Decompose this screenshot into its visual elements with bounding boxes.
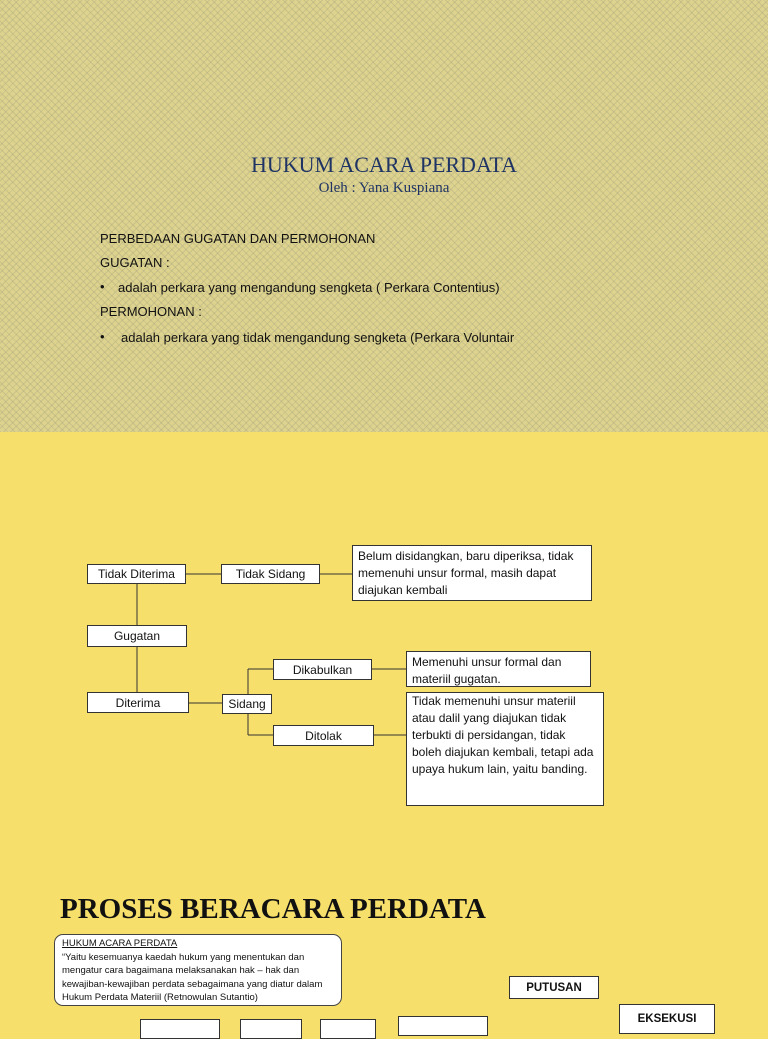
- difference-heading: PERBEDAAN GUGATAN DAN PERMOHONAN: [100, 231, 376, 246]
- node-diterima: Diterima: [87, 692, 189, 713]
- node-sidang: Sidang: [222, 694, 272, 714]
- node-gugatan: Gugatan: [87, 625, 187, 647]
- node-dikabulkan: Dikabulkan: [273, 659, 372, 680]
- node-eksekusi: EKSEKUSI: [619, 1004, 715, 1034]
- node-putusan: PUTUSAN: [509, 976, 599, 999]
- bullet-icon: •: [100, 329, 105, 344]
- gugatan-label: GUGATAN :: [100, 255, 170, 270]
- definition-heading: HUKUM ACARA PERDATA: [62, 938, 178, 949]
- permohonan-definition: adalah perkara yang tidak mengandung sengketa (Perkara Voluntair: [121, 330, 515, 345]
- slide-author: Oleh : Yana Kuspiana: [318, 180, 450, 196]
- note-tidak-sidang: Belum disidangkan, baru diperiksa, tidak memenuhi unsur formal, masih dapat diajukan kembali: [352, 545, 592, 601]
- definition-box: [54, 934, 342, 1006]
- note-dikabulkan: Memenuhi unsur formal dan materiil gugatan.: [406, 651, 591, 687]
- proses-title: PROSES BERACARA PERDATA: [60, 893, 486, 925]
- note-ditolak: Tidak memenuhi unsur materiil atau dalil yang diajukan tidak terbukti di persidangan, tidak boleh diajukan kembali, tetapi ada upaya hukum lain, yaitu banding.: [406, 692, 604, 806]
- bullet-icon: •: [100, 279, 105, 294]
- node-partial: [240, 1019, 302, 1039]
- definition-text: “Yaitu kesemuanya kaedah hukum yang menentukan dan mengatur cara bagaimana melaksanakan hak – hak dan kewajiban-kewajiban perdata sebagaimana yang diatur dalam Hukum Perdata Materiil (Retnowulan Sutantio): [62, 951, 323, 1003]
- slide-title-heading: HUKUM ACARA PERDATA: [251, 152, 517, 177]
- node-ditolak: Ditolak: [273, 725, 374, 746]
- permohonan-label: PERMOHONAN :: [100, 304, 202, 319]
- node-partial: [320, 1019, 376, 1039]
- node-tidak-diterima: Tidak Diterima: [87, 564, 186, 584]
- node-partial: [398, 1016, 488, 1036]
- node-partial: [140, 1019, 220, 1039]
- node-tidak-sidang: Tidak Sidang: [221, 564, 320, 584]
- gugatan-definition: adalah perkara yang mengandung sengketa ( Perkara Contentius): [118, 280, 500, 295]
